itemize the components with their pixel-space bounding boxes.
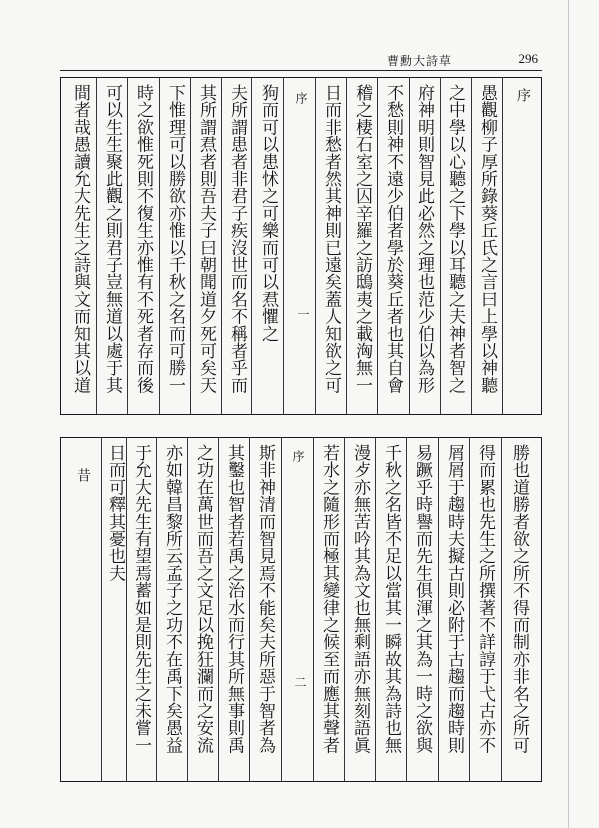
column-rule — [249, 438, 250, 781]
fold-mark: 一 — [296, 308, 310, 320]
page-edge-line — [568, 0, 569, 828]
column-rule — [159, 78, 160, 414]
text-column: 漫歺亦無苦吟其為文也無剩語亦無刻語眞 — [350, 444, 370, 754]
text-column: 不愁則神不遠少伯者學於葵丘者也其自會 — [383, 84, 403, 394]
column-rule — [409, 78, 410, 414]
text-column: 于允大先生有望焉蓄如是則先生之未嘗一 — [131, 444, 151, 754]
column-rule — [346, 78, 347, 414]
column-rule — [187, 438, 188, 781]
column-rule — [96, 78, 97, 414]
text-column: 下惟理可以勝欲亦惟以千秋之名而可勝一 — [165, 84, 185, 394]
text-column: 之中學以心聽之下學以耳聽之夫神者智之 — [445, 84, 465, 394]
text-column: 勝也道勝者欲之所不得而制亦非名之所可 — [509, 444, 529, 754]
column-rule — [377, 78, 378, 414]
column-rule — [344, 438, 345, 781]
column-rule — [471, 78, 472, 414]
column-rule — [315, 78, 316, 414]
text-column: 亦如韓昌黎所云孟子之功不在禹下矣愚益 — [162, 444, 182, 754]
column-rule — [190, 78, 191, 414]
text-column: 愚觀柳子厚所錄葵丘氏之言曰上學以神聽 — [477, 84, 497, 394]
end-label: 昔 — [75, 468, 91, 482]
column-rule — [101, 438, 102, 781]
section-label: 序 — [515, 88, 531, 102]
text-column: 若水之隨形而極其變律之候至而應其聲者 — [319, 444, 339, 754]
column-rule — [406, 438, 407, 781]
column-rule — [438, 438, 439, 781]
column-rule — [469, 438, 470, 781]
column-rule — [313, 438, 314, 781]
text-column: 屑屑于趨時夫擬古則必附于古趨而趨時則 — [444, 444, 464, 754]
text-column: 日而可釋其憂也夫 — [105, 444, 125, 582]
text-column: 其鑿也智者若禹之治水而行其所無事則禹 — [224, 444, 244, 754]
text-column: 間者哉愚讀允大先生之詩與文而知其以道 — [70, 84, 90, 394]
text-column: 其所謂焄者則吾夫子曰朝聞道夕死可矣天 — [196, 84, 216, 394]
column-rule — [218, 438, 219, 781]
column-rule — [502, 78, 503, 414]
running-header — [60, 51, 542, 71]
text-column: 時之欲惟死則不復生亦惟有不死者存而後 — [133, 84, 153, 394]
fold-section-label: 序 — [294, 92, 308, 104]
column-rule — [281, 438, 282, 781]
column-rule — [156, 438, 157, 781]
column-rule — [126, 438, 127, 781]
column-rule — [221, 78, 222, 414]
text-block-bottom — [60, 437, 542, 782]
header-title: 曹勳大詩草 — [386, 54, 452, 68]
column-rule — [127, 78, 128, 414]
text-column: 易蹶乎時譽而先生俱渾之其為一時之欲與 — [412, 444, 432, 754]
text-column: 狗而可以患怵之可樂而可以焄懼之 — [258, 84, 278, 342]
text-column: 斯非神清而智見焉不能矣夫所惡于智者為 — [255, 444, 275, 754]
text-column: 府神明則智見此必然之理也范少伯以為形 — [414, 84, 434, 394]
text-column: 可以生生聚此觀之則君子豈無道以處于其 — [102, 84, 122, 394]
column-rule — [251, 78, 252, 414]
column-rule — [440, 78, 441, 414]
text-column: 日而非愁者然其神則已遠矣蓋人知欲之可 — [321, 84, 341, 394]
text-column: 千秋之名皆不足以當其一瞬故其為詩也無 — [381, 444, 401, 754]
fold-section-label: 序 — [291, 450, 305, 462]
column-rule — [501, 438, 502, 781]
page-number: 296 — [518, 51, 538, 66]
text-column: 得而累也先生之所撰著不詳諄于弋古亦不 — [475, 444, 495, 754]
text-column: 之功在萬世而吾之文足以挽狂瀾而之安流 — [193, 444, 213, 754]
column-rule — [375, 438, 376, 781]
text-block-top — [60, 77, 542, 415]
fold-mark: 二 — [293, 676, 307, 688]
column-rule — [283, 78, 284, 414]
text-column: 夫所謂患者非君子疾沒世而名不稱者乎而 — [227, 84, 247, 394]
text-column: 稽之棲石室之囚辛羅之訪鴟夷之載洶無一 — [352, 84, 372, 394]
